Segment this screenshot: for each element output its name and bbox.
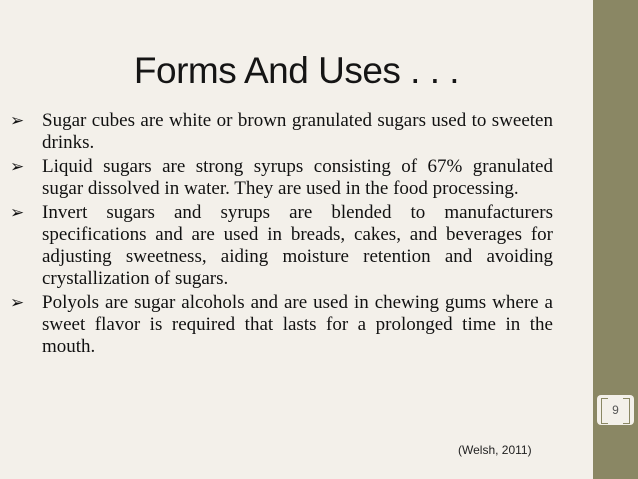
bullet-text: Liquid sugars are strong syrups consisting of 67% granulated sugar dissolved in water. They are used in the food processing.	[42, 156, 553, 199]
arrowhead-bullet-icon: ➢	[10, 157, 25, 177]
bullet-text: Polyols are sugar alcohols and are used in chewing gums where a sweet flavor is required that lasts for a prolonged time in the mouth.	[42, 292, 553, 357]
page-number: 9	[612, 403, 619, 417]
bullet-item	[8, 110, 553, 154]
bullet-list	[8, 110, 553, 360]
bullet-item	[8, 156, 553, 200]
arrowhead-bullet-icon: ➢	[10, 293, 25, 313]
arrowhead-bullet-icon: ➢	[10, 111, 25, 131]
slide-title: Forms And Uses . . .	[133, 50, 460, 91]
bullet-item	[8, 292, 553, 358]
citation: (Welsh, 2011)	[458, 443, 532, 457]
bullet-text: Sugar cubes are white or brown granulated sugars used to sweeten drinks.	[42, 110, 553, 153]
page-number-box	[597, 395, 634, 425]
bullet-text: Invert sugars and syrups are blended to manufacturers specifications and are used in breads, cakes, and beverages for adjusting sweetness, aiding moisture retention and avoiding crystallization of sugars.	[42, 202, 553, 289]
bullet-item	[8, 202, 553, 290]
arrowhead-bullet-icon: ➢	[10, 203, 25, 223]
